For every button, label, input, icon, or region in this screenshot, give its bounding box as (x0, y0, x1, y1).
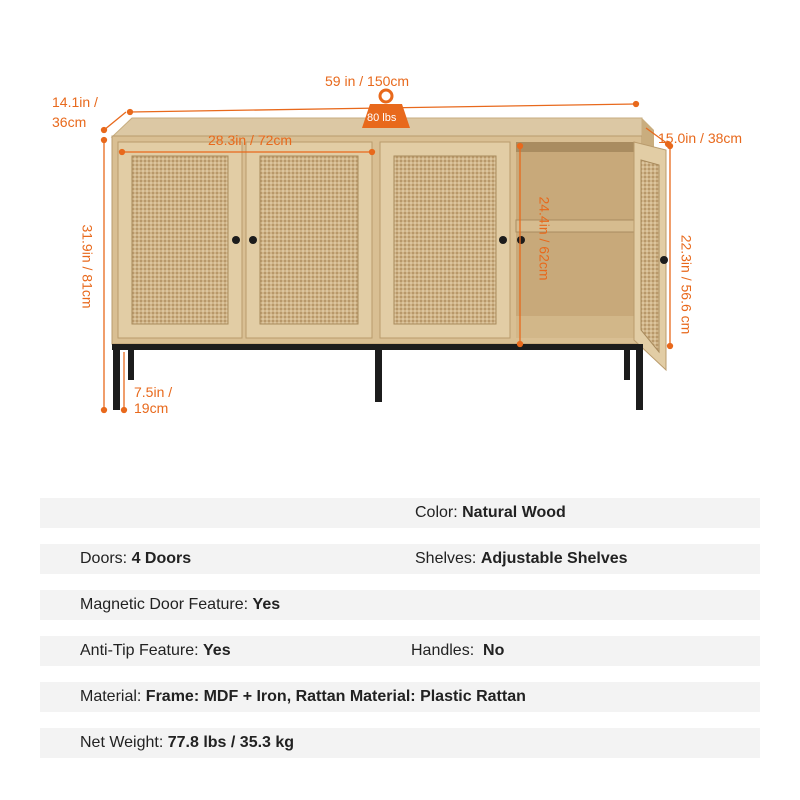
side-depth-label: 15.0in / 38cm (658, 130, 743, 146)
knob (249, 236, 257, 244)
spec-material: Material: Frame: MDF + Iron, Rattan Material: Plastic Rattan (80, 688, 526, 705)
spec-row-material (40, 682, 760, 712)
cabinet-height-label: 22.3in / 56.6 cm (678, 234, 695, 335)
weight-badge: 80 lbs (367, 112, 397, 124)
knob (499, 236, 507, 244)
open-compartment (516, 142, 634, 338)
spec-doors: Doors: 4 Doors (80, 550, 192, 567)
spec-magnetic: Magnetic Door Feature: Yes (80, 596, 281, 613)
knob (660, 256, 668, 264)
spec-weight: Net Weight: 77.8 lbs / 35.3 kg (80, 734, 295, 751)
spec-row-antitip (40, 636, 760, 666)
leg (624, 348, 630, 380)
spec-row-doors (40, 544, 760, 574)
leg-height-label: 7.5in / 19cm (134, 384, 173, 416)
spec-handles: Handles: No (411, 642, 505, 659)
spec-color: Color: Natural Wood (415, 504, 566, 521)
door-3-rattan (394, 156, 496, 324)
spec-row-magnetic (40, 590, 760, 620)
interior-shelf (516, 220, 634, 232)
interior-height-label: 24.4in / 62cm (536, 196, 553, 281)
spec-row-color (40, 498, 760, 528)
spec-shelves: Shelves: Adjustable Shelves (415, 550, 628, 567)
spec-table (40, 498, 760, 774)
leg (375, 344, 382, 402)
leg (128, 348, 134, 380)
leg (113, 344, 120, 410)
width-label: 59 in / 150cm (325, 73, 410, 89)
spec-row-weight (40, 728, 760, 758)
height-label: 31.9in / 81cm (79, 224, 96, 309)
spec-antitip: Anti-Tip Feature: Yes (80, 642, 231, 659)
leg (636, 344, 643, 410)
knob (232, 236, 240, 244)
knob (517, 236, 525, 244)
depth-label: 14.1in / 36cm (52, 94, 98, 130)
door-2-rattan (260, 156, 358, 324)
door-1-rattan (132, 156, 228, 324)
door-width-label: 28.3in / 72cm (208, 132, 293, 148)
